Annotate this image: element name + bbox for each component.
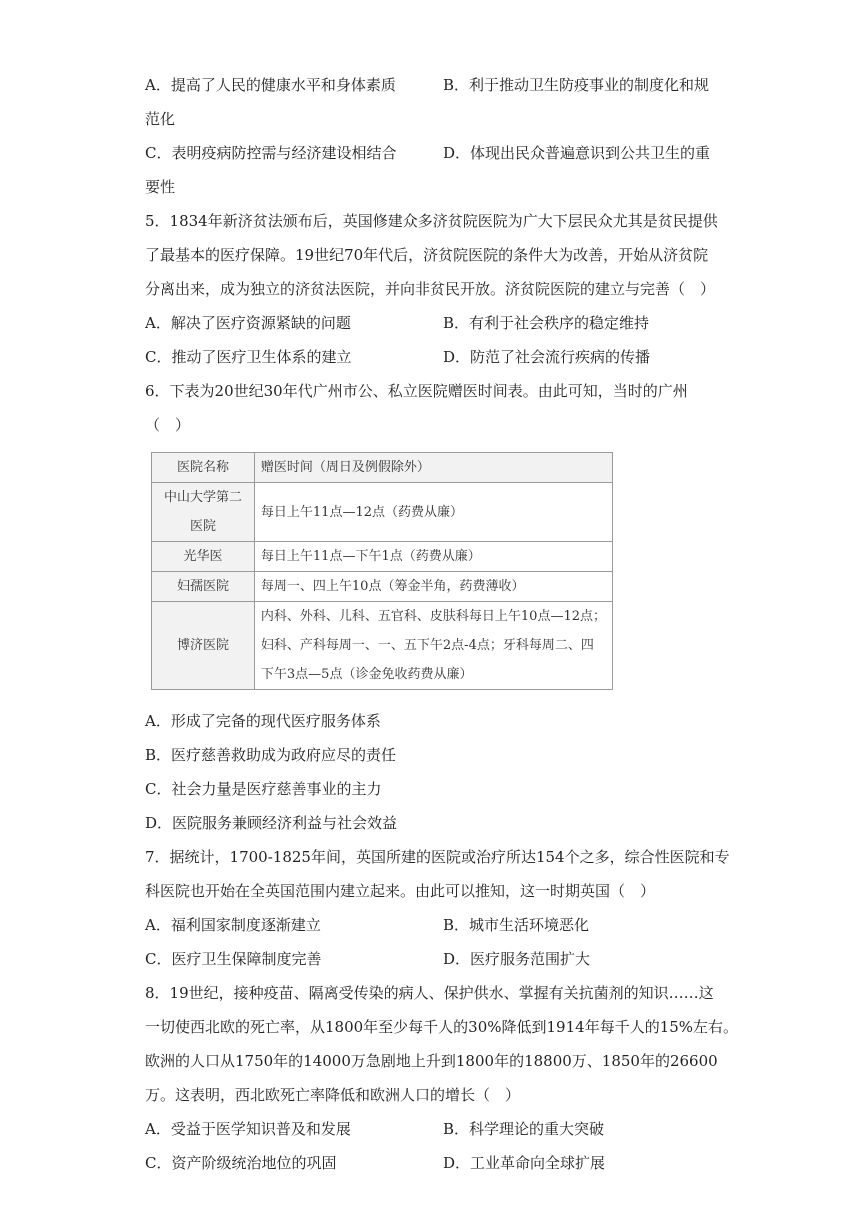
- q7-stem-line-1: 7．据统计，1700-1825年间，英国所建的医院或治疗所达154个之多，综合性医院和专: [145, 848, 730, 866]
- table-row: [152, 572, 613, 602]
- q4-options-row-2: [145, 136, 725, 170]
- q8-option-c[interactable]: C．资产阶级统治地位的巩固: [145, 1154, 337, 1172]
- q6-option-d[interactable]: D．医院服务兼顾经济利益与社会效益: [145, 814, 398, 832]
- table-header-hospital: 医院名称: [152, 453, 255, 483]
- q6-stem-line-1: 6．下表为20世纪30年代广州市公、私立医院赠医时间表。由此可知，当时的广州: [145, 382, 688, 400]
- q7-options-row-2: [145, 942, 725, 976]
- q4-option-b[interactable]: B．利于推动卫生防疫事业的制度化和规: [443, 76, 710, 94]
- q6-option-c[interactable]: C．社会力量是医疗慈善事业的主力: [145, 780, 382, 798]
- table-header-time: 赠医时间（周日及例假除外）: [254, 453, 612, 483]
- gift-time-cell: 每日上午11点—12点（药费从廉）: [254, 483, 612, 542]
- gift-time-line: 内科、外科、儿科、五官科、皮肤科每日上午10点—12点；: [260, 609, 606, 624]
- gift-time-line: 下午3点—5点（诊金免收药费从廉）: [260, 667, 473, 682]
- q7-option-d[interactable]: D．医疗服务范围扩大: [443, 950, 591, 968]
- q7-option-b[interactable]: B．城市生活环境恶化: [443, 916, 590, 934]
- q7-option-c[interactable]: C．医疗卫生保障制度完善: [145, 950, 322, 968]
- q8-option-b[interactable]: B．科学理论的重大突破: [443, 1120, 605, 1138]
- table-row: [152, 602, 613, 690]
- gift-time-cell: 每周一、四上午10点（筹金半角，药费薄收）: [254, 572, 612, 602]
- q5-options-row-1: [145, 306, 725, 340]
- exam-page: [145, 68, 739, 1180]
- q7-option-a[interactable]: A．福利国家制度逐渐建立: [145, 916, 321, 934]
- q7-stem-line-2: 科医院也开始在全英国范围内建立起来。由此可以推知，这一时期英国（ ）: [145, 882, 656, 900]
- hospital-name-cell: 中山大学第二医院: [152, 483, 255, 542]
- hospital-name-cell: 博济医院: [152, 602, 255, 690]
- q6-option-b[interactable]: B．医疗慈善救助成为政府应尽的责任: [145, 746, 397, 764]
- hospital-name-cell: 光华医: [152, 542, 255, 572]
- q8-option-a[interactable]: A．受益于医学知识普及和发展: [145, 1120, 351, 1138]
- q4-option-d-continued: 要性: [145, 178, 176, 196]
- gift-time-cell: [254, 602, 612, 690]
- q4-option-b-continued: 范化: [145, 110, 176, 128]
- q5-option-b[interactable]: B．有利于社会秩序的稳定维持: [443, 314, 650, 332]
- q6-option-a[interactable]: A．形成了完备的现代医疗服务体系: [145, 712, 381, 730]
- q6-stem-line-2: （ ）: [145, 416, 191, 434]
- q4-option-c[interactable]: C．表明疫病防控需与经济建设相结合: [145, 144, 397, 162]
- q5-stem-line-1: 5．1834年新济贫法颁布后，英国修建众多济贫院医院为广大下层民众尤其是贫民提供: [145, 212, 718, 230]
- table-header-row: [152, 453, 613, 483]
- q7-options-row-1: [145, 908, 725, 942]
- q5-stem-line-2: 了最基本的医疗保障。19世纪70年代后，济贫院医院的条件大为改善，开始从济贫院: [145, 246, 709, 264]
- q8-stem-line-1: 8．19世纪，接种疫苗、隔离受传染的病人、保护供水、掌握有关抗菌剂的知识……这: [145, 984, 714, 1002]
- hospital-gift-table: [151, 452, 613, 690]
- q5-option-d[interactable]: D．防范了社会流行疾病的传播: [443, 348, 651, 366]
- gift-time-cell: 每日上午11点—下午1点（药费从廉）: [254, 542, 612, 572]
- q8-stem-line-4: 万。这表明，西北欧死亡率降低和欧洲人口的增长（ ）: [145, 1086, 521, 1104]
- q5-options-row-2: [145, 340, 725, 374]
- table-row: [152, 542, 613, 572]
- q4-options-row-1: [145, 68, 725, 102]
- q4-option-a[interactable]: A．提高了人民的健康水平和身体素质: [145, 76, 396, 94]
- q5-option-c[interactable]: C．推动了医疗卫生体系的建立: [145, 348, 352, 366]
- q8-options-row-1: [145, 1112, 725, 1146]
- gift-time-line: 妇科、产科每周一、一、五下午2点-4点；牙科每周二、四: [260, 638, 594, 653]
- q5-stem-line-3: 分离出来，成为独立的济贫法医院，并向非贫民开放。济贫院医院的建立与完善（ ）: [145, 280, 716, 298]
- table-row: [152, 483, 613, 542]
- q8-stem-line-3: 欧洲的人口从1750年的14000万急剧地上升到1800年的18800万、1850年的26600: [145, 1052, 718, 1070]
- q5-option-a[interactable]: A．解决了医疗资源紧缺的问题: [145, 314, 351, 332]
- q8-options-row-2: [145, 1146, 725, 1180]
- q8-option-d[interactable]: D．工业革命向全球扩展: [443, 1154, 606, 1172]
- q4-option-d[interactable]: D．体现出民众普遍意识到公共卫生的重: [443, 144, 711, 162]
- hospital-name-cell: 妇孺医院: [152, 572, 255, 602]
- q8-stem-line-2: 一切使西北欧的死亡率，从1800年至少每千人的30%降低到1914年每千人的15%左右。: [145, 1018, 739, 1036]
